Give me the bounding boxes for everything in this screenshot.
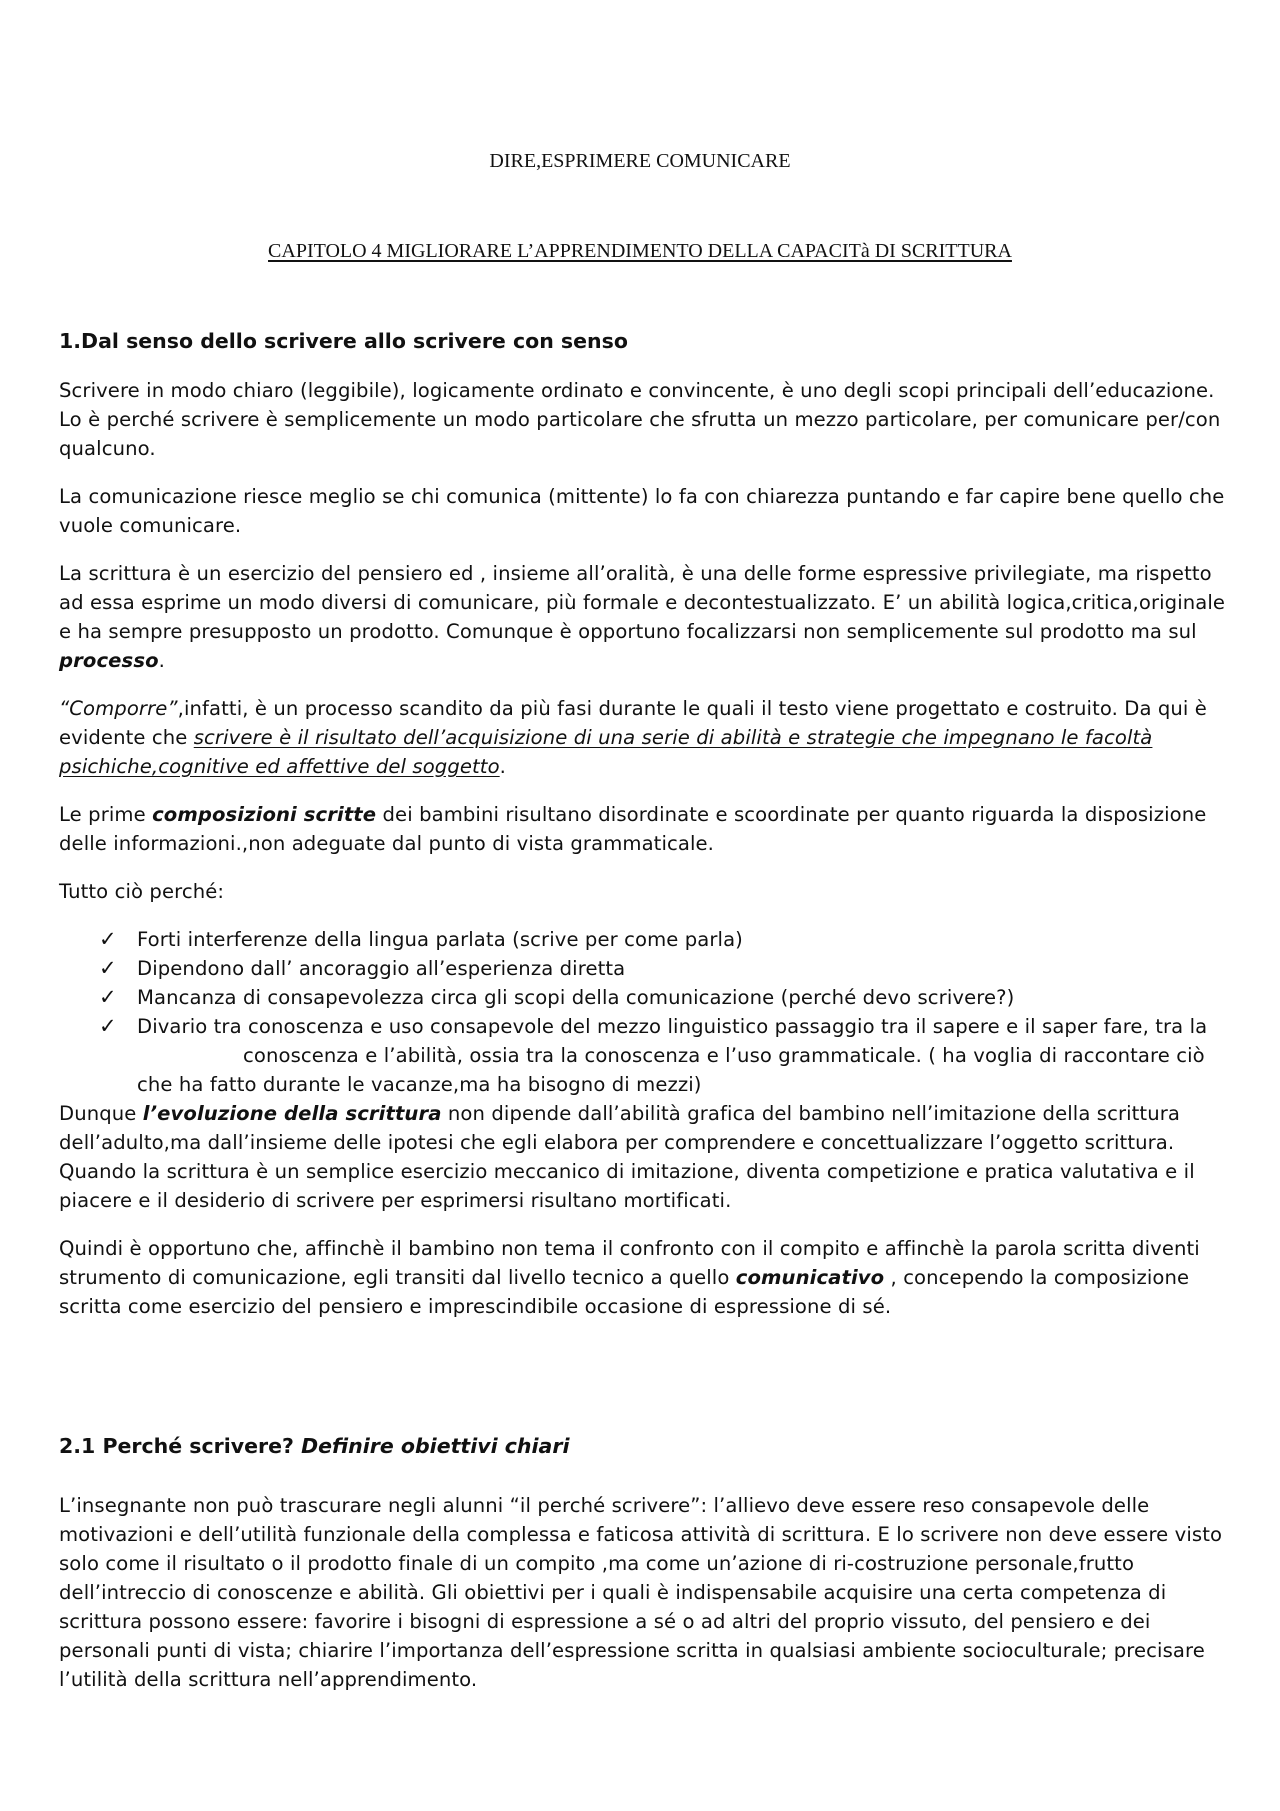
paragraph-8: Quindi è opportuno che, affinchè il bambino non tema il confronto con il compito e affinchè la parola scritta diventi strumento di comunicazione, egli transiti dal livello tecnico a quello comunicativo , concependo la composizione scritta come esercizio del pensiero e imprescindibile occasione di espressione di sé.: [59, 1237, 1200, 1318]
check-icon: ✓: [99, 1014, 117, 1038]
list-item: ✓ Divario tra conoscenza e uso consapevole del mezzo linguistico passaggio tra il sapere e il saper fare, tra laconoscenza e l’abilità, ossia tra la conoscenza e l’uso grammaticale. ( ha voglia di raccontare ciò che ha fatto durante le vacanze,ma ha bisogno di mezzi): [99, 1014, 1208, 1096]
reasons-list: [59, 925, 1229, 1099]
paragraph-4: “Comporre”,infatti, è un processo scandito da più fasi durante le quali il testo viene progettato e costruito. Da qui è evidente che scrivere è il risultato dell’acquisizione di una serie di abilità e strategie che impegnano le facoltà psichiche,cognitive ed affettive del soggetto.: [59, 697, 1207, 778]
section-1-body: [59, 376, 1229, 1321]
paragraph-9: L’insegnante non può trascurare negli alunni “il perché scrivere”: l’allievo deve essere reso consapevole delle motivazioni e dell’utilità funzionale della complessa e faticosa attività di scrittura. E lo scrivere non deve essere visto solo come il risultato o il prodotto finale di un compito ,ma come un’azione di ri-costruzione personale,frutto dell’intreccio di conoscenze e abilità. Gli obiettivi per i quali è indispensabile acquisire una certa competenza di scrittura possono essere: favorire i bisogni di espressione a sé o ad altri del proprio vissuto, del pensiero e dei personali punti di vista; chiarire l’importanza dell’espressione scritta in qualsiasi ambiente socioculturale; precisare l’utilità della scrittura nell’apprendimento.: [59, 1494, 1223, 1691]
section-1-heading: 1.Dal senso dello scrivere allo scrivere con senso: [59, 329, 628, 353]
paragraph-6: Tutto ciò perché:: [59, 880, 225, 903]
paragraph-7: Dunque l’evoluzione della scrittura non dipende dall’abilità grafica del bambino nell’imitazione della scrittura dell’adulto,ma dall’insieme delle ipotesi che egli elabora per comprendere e concettualizzare l’oggetto scrittura. Quando la scrittura è un semplice esercizio meccanico di imitazione, diventa competizione e pratica valutativa e il piacere e il desiderio di scrivere per esprimersi risultano mortificati.: [59, 1102, 1195, 1212]
chapter-title: CAPITOLO 4 MIGLIORARE L’APPRENDIMENTO DELLA CAPACITà DI SCRITTURA: [268, 240, 1012, 262]
section-2-heading: 2.1 Perché scrivere? Definire obiettivi chiari: [59, 1434, 570, 1458]
paragraph-5: Le prime composizioni scritte dei bambini risultano disordinate e scoordinate per quanto riguarda la disposizione delle informazioni.,non adeguate dal punto di vista grammaticale.: [59, 803, 1207, 855]
list-item: ✓ Dipendono dall’ ancoraggio all’esperienza diretta: [59, 954, 1229, 983]
check-icon: ✓: [99, 927, 117, 951]
emphasis-evoluzione: l’evoluzione della scrittura: [142, 1102, 442, 1125]
paragraph-2: La comunicazione riesce meglio se chi comunica (mittente) lo fa con chiarezza puntando e far capire bene quello che vuole comunicare.: [59, 485, 1225, 537]
list-item: ✓ Forti interferenze della lingua parlata (scrive per come parla): [59, 925, 1229, 954]
paragraph-1: Scrivere in modo chiaro (leggibile), logicamente ordinato e convincente, è uno degli scopi principali dell’educazione. Lo è perché scrivere è semplicemente un modo particolare che sfrutta un mezzo particolare, per comunicare per/con qualcuno.: [59, 379, 1221, 460]
emphasis-comunicativo: comunicativo: [735, 1266, 885, 1289]
check-icon: ✓: [99, 956, 117, 980]
paragraph-3: La scrittura è un esercizio del pensiero ed , insieme all’oralità, è una delle forme espressive privilegiate, ma rispetto ad essa esprime un modo diversi di comunicare, più formale e decontestualizzato. E’ un abilità logica,critica,originale e ha sempre presupposto un prodotto. Comunque è opportuno focalizzarsi non semplicemente sul prodotto ma sul processo.: [59, 562, 1226, 672]
underlined-statement: scrivere è il risultato dell’acquisizione di una serie di abilità e strategie che impegnano le facoltà psichiche,cognitive ed affettive del soggetto: [59, 726, 1153, 778]
section-2-body: [59, 1491, 1229, 1694]
document-title: DIRE,ESPRIMERE COMUNICARE: [489, 150, 791, 172]
emphasis-composizioni: composizioni scritte: [152, 803, 377, 826]
emphasis-processo: processo: [59, 649, 159, 672]
list-item: ✓ Mancanza di consapevolezza circa gli scopi della comunicazione (perché devo scrivere?): [59, 983, 1229, 1012]
check-icon: ✓: [99, 985, 117, 1009]
